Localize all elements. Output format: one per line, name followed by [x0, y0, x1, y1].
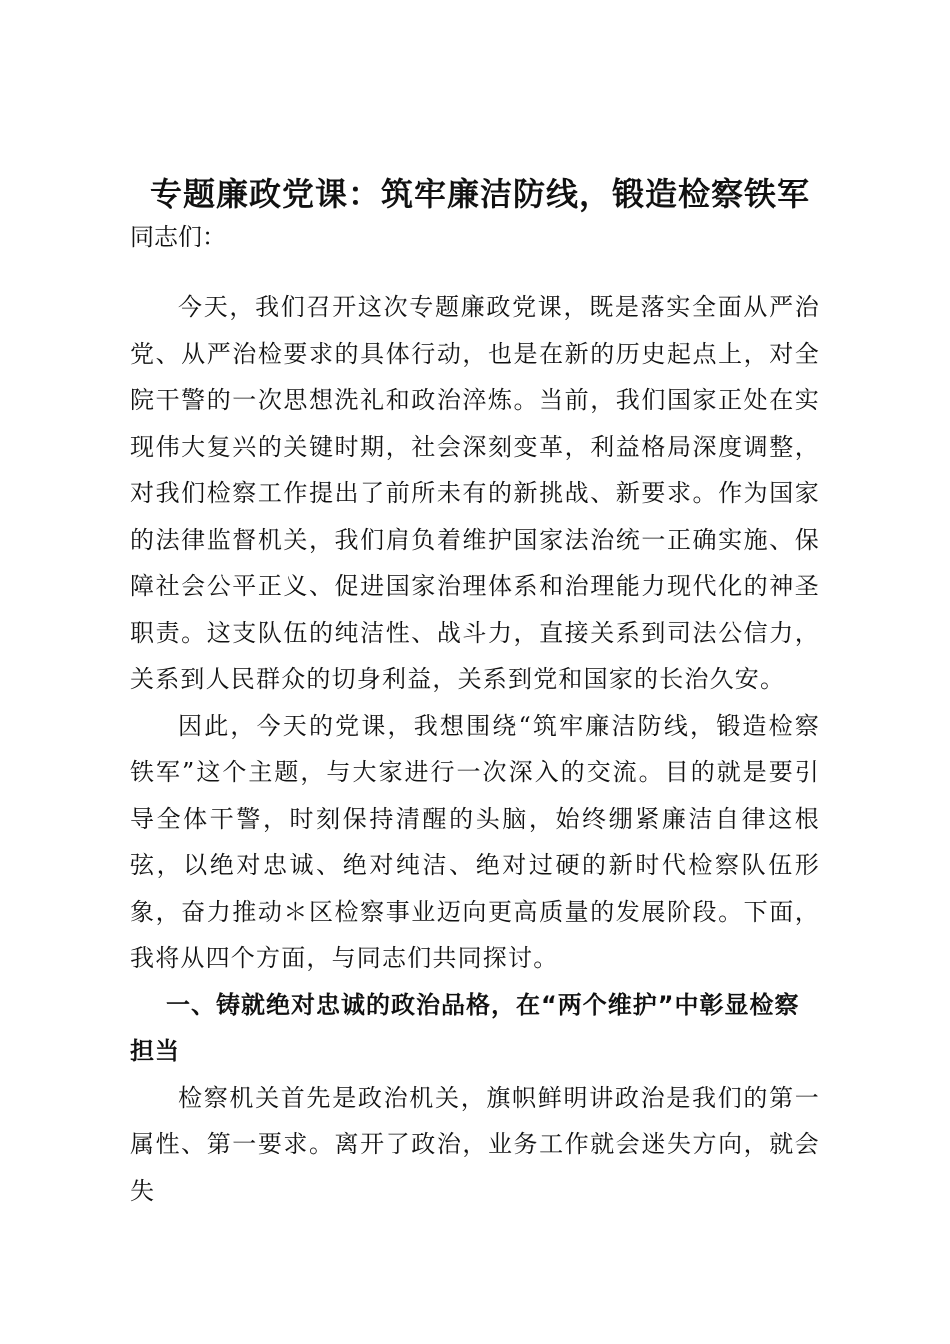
- paragraph-purpose: 因此，今天的党课，我想围绕“筑牢廉洁防线，锻造检察铁军”这个主题，与大家进行一次深入的交流。目的就是要引导全体干警，时刻保持清醒的头脑，始终绷紧廉洁自律这根弦，以绝对忠诚、绝对纯洁、绝对过硬的新时代检察队伍形象，奋力推动＊区检察事业迈向更高质量的发展阶段。下面，我将从四个方面，与同志们共同探讨。: [130, 711, 820, 972]
- salutation: 同志们：: [130, 223, 226, 251]
- section-heading-1: 一、铸就绝对忠诚的政治品格，在“两个维护”中彰显检察担当: [130, 990, 800, 1065]
- paragraph-intro: 今天，我们召开这次专题廉政党课，既是落实全面从严治党、从严治检要求的具体行动，也是在新的历史起点上，对全院干警的一次思想洗礼和政治淬炼。当前，我们国家正处在实现伟大复兴的关键时期，社会深刻变革，利益格局深度调整，对我们检察工作提出了前所未有的新挑战、新要求。作为国家的法律监督机关，我们肩负着维护国家法治统一正确实施、保障社会公平正义、促进国家治理体系和治理能力现代化的神圣职责。这支队伍的纯洁性、战斗力，直接关系到司法公信力，关系到人民群众的切身利益，关系到党和国家的长治久安。: [130, 293, 820, 693]
- paragraph-section-1: 检察机关首先是政治机关，旗帜鲜明讲政治是我们的第一属性、第一要求。离开了政治，业务工作就会迷失方向，就会失: [130, 1083, 820, 1205]
- document-title: 专题廉政党课：筑牢廉洁防线，锻造检察铁军: [149, 175, 810, 213]
- document-body: [130, 284, 820, 1214]
